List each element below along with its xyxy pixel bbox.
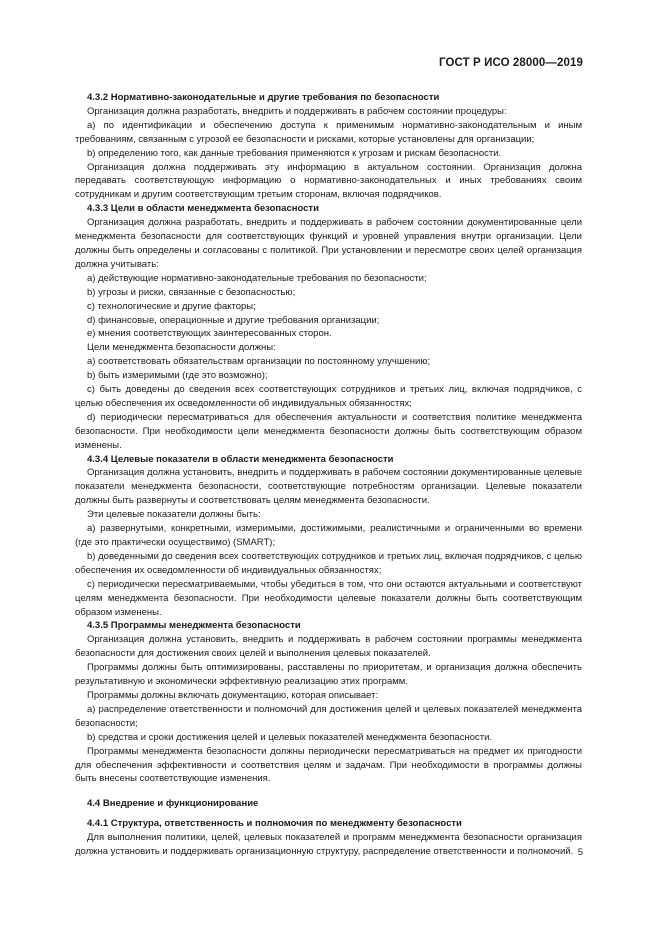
paragraph: Организация должна установить, внедрить и поддерживать в рабочем состоянии документированные целевые показатели менеджмента безопасности, соответствующие потребностям организации. Целевые показатели должны быть развернуты и соответствовать целям менеджмента безопасности.	[75, 467, 582, 507]
section-heading: 4.4 Внедрение и функционирование	[87, 798, 259, 810]
paragraph: Организация должна установить, внедрить и поддерживать в рабочем состоянии программы менеджмента безопасности для достижения своих целей и выполнения целевых показателей.	[75, 634, 582, 660]
paragraph: d) периодически пересматриваться для обеспечения актуальности и соответствия политике менеджмента безопасности. При необходимости цели менеджмента безопасности должны быть соответствующим образом изменены.	[75, 411, 582, 451]
page-number: 5	[577, 847, 583, 858]
paragraph: Организация должна разработать, внедрить и поддерживать в рабочем состоянии документированные цели менеджмента безопасности для соответствующих функций и уровней управления внутри организации. Цели должны быть определены и согласованы с политикой. При установлении и пересмотре своих целей организация должна учитывать:	[75, 217, 582, 270]
paragraph: Программы менеджмента безопасности должны периодически пересматриваться на предмет их пригодности для обеспечения эффективности и соответствия целям и задачам. При необходимости в программы должны быть внесены соответствующие изменения.	[75, 745, 582, 785]
section-heading: 4.3.3 Цели в области менеджмента безопасности	[87, 203, 319, 215]
paragraph: d) финансовые, операционные и другие требования организации;	[87, 314, 380, 326]
paragraph: b) угрозы и риски, связанные с безопасностью;	[87, 286, 296, 298]
paragraph: b) быть измеримыми (где это возможно);	[87, 370, 268, 382]
paragraph: c) периодически пересматриваемыми, чтобы убедиться в том, что они остаются актуальными и соответствуют целям менеджмента безопасности. При необходимости целевые показатели должны быть соответствующим образом изменены.	[75, 578, 582, 618]
section-heading: 4.3.5 Программы менеджмента безопасности	[87, 620, 301, 632]
paragraph: c) быть доведены до сведения всех соответствующих сотрудников и третьих лиц, включая подрядчиков, с целью обеспечения их осведомленности об индивидуальных обязанностях;	[75, 384, 582, 409]
section-heading: 4.3.2 Нормативно-законодательные и другие требования по безопасности	[87, 92, 440, 103]
paragraph: b) средства и сроки достижения целей и целевых показателей менеджмента безопасности.	[87, 731, 493, 743]
paragraph: c) технологические и другие факторы;	[87, 300, 256, 312]
paragraph: e) мнения соответствующих заинтересованных сторон.	[87, 328, 332, 340]
paragraph: b) доведенными до сведения всех соответствующих сотрудников и третьих лиц, включая подрядчиков, с целью обеспечения их осведомленности об индивидуальных обязанностях;	[75, 550, 582, 576]
paragraph: Эти целевые показатели должны быть:	[87, 509, 261, 521]
section-heading: 4.4.1 Структура, ответственность и полномочия по менеджменту безопасности	[87, 818, 462, 830]
paragraph: Организация должна поддерживать эту информацию в актуальном состоянии. Организация должна передавать соответствующую информацию о нормативно-законодательных и иных требованиях своим сотрудникам и другим соответствующим третьим сторонам, включая подрядчиков.	[75, 161, 582, 201]
paragraph: b) определению того, как данные требования применяются к угрозам и рискам безопасности.	[87, 147, 502, 159]
paragraph: a) действующие нормативно-законодательные требования по безопасности;	[87, 272, 427, 284]
paragraph: a) распределение ответственности и полномочий для достижения целей и целевых показателей менеджмента безопасности;	[75, 703, 582, 729]
paragraph: Программы должны включать документацию, которая описывает:	[87, 689, 379, 701]
paragraph: Программы должны быть оптимизированы, расставлены по приоритетам, и организация должна обеспечить результативную и экономически эффективную реализацию этих программ.	[75, 662, 582, 688]
section-heading: 4.3.4 Целевые показатели в области менеджмента безопасности	[87, 453, 394, 465]
paragraph: a) соответствовать обязательствам организации по постоянному улучшению;	[87, 356, 431, 368]
paragraph: Для выполнения политики, целей, целевых показателей и программ менеджмента безопасности организация должна установить и поддерживать организационную структуру, распределение ответственности и полномочий.	[75, 832, 582, 858]
paragraph: Цели менеджмента безопасности должны:	[87, 342, 276, 354]
paragraph: a) развернутыми, конкретными, измеримыми, достижимыми, реалистичными и ограниченными во времени (где это практически осуществимо) (SMART);	[75, 523, 582, 548]
paragraph: Организация должна разработать, внедрить и поддерживать в рабочем состоянии процедуры:	[87, 105, 507, 117]
paragraph: a) по идентификации и обеспечению доступа к применимым нормативно-законодательным и иным требованиям, связанным с угрозой ее безопасности и рисками, которые установлены для организации;	[75, 119, 582, 145]
document-id-header: ГОСТ Р ИСО 28000—2019	[438, 57, 583, 69]
document-body	[75, 91, 582, 859]
